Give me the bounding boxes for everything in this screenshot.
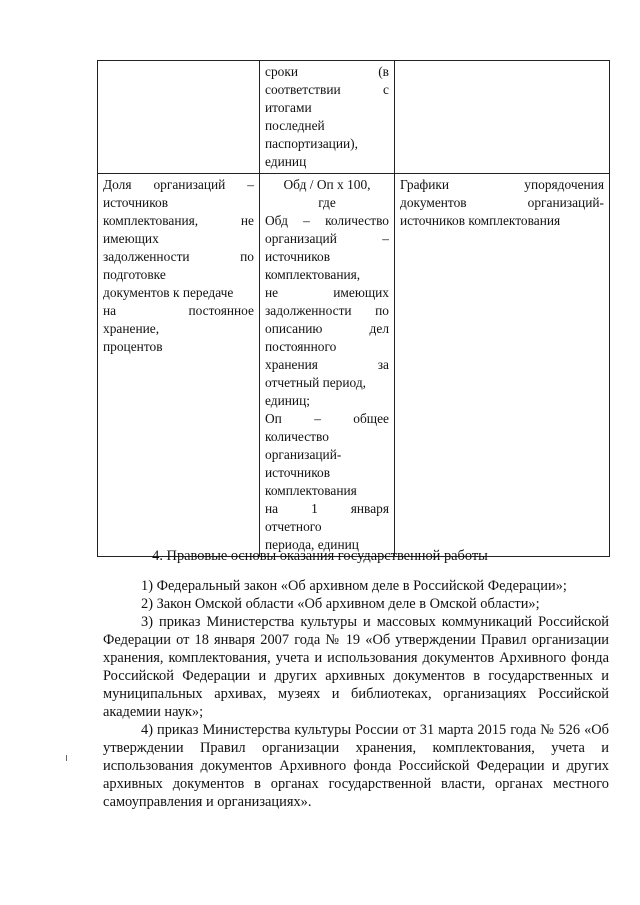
formula-cell	[260, 174, 395, 557]
cell-line: паспортизации),	[265, 136, 358, 151]
formula: Обд / Оп х 100,	[283, 177, 371, 192]
cell-line: не имеющих	[265, 285, 389, 300]
table-row	[98, 174, 610, 557]
list-item: 4) приказ Министерства культуры России от 31 марта 2015 года № 526 «Об утверждении Правил организации хранения, комплектования, учета и использования документов Архивного фонда Российской Федерации и других архивных документов в органах государственной власти, органах местного самоуправления и организациях».	[103, 722, 609, 810]
table-row	[98, 61, 610, 174]
formula-where: где	[318, 195, 336, 210]
table-cell	[395, 61, 610, 174]
cell-line: Доля организаций –	[103, 177, 254, 192]
table-cell	[98, 61, 260, 174]
cell-line: хранение,	[103, 321, 160, 336]
legal-basis-list	[103, 577, 609, 811]
cell-line: документов к передаче	[103, 285, 234, 300]
cell-line: организаций –	[265, 231, 389, 246]
source-cell	[395, 174, 610, 557]
section-heading: 4. Правовые основы оказания государственной работы	[152, 548, 488, 564]
cell-line: отчетного	[265, 519, 322, 534]
cell-line: источников комплектования	[400, 213, 561, 228]
cell-line: задолженности по	[265, 303, 389, 318]
cell-line: источников	[103, 195, 169, 210]
cell-line: сроки (в	[265, 64, 389, 79]
indicator-name-cell	[98, 174, 260, 557]
cell-line: источников	[265, 249, 331, 264]
cell-line: отчетный период,	[265, 375, 367, 390]
cell-line: комплектования, не	[103, 213, 254, 228]
cell-line: процентов	[103, 339, 163, 354]
cell-line: комплектования,	[265, 267, 361, 282]
cell-line: количество	[265, 429, 329, 444]
list-item: 2) Закон Омской области «Об архивном деле в Омской области»;	[141, 596, 540, 612]
cell-line: организаций-	[265, 447, 342, 462]
cell-line: Оп – общее	[265, 411, 389, 426]
cell-line: хранения за	[265, 357, 389, 372]
cell-line: на 1 января	[265, 501, 389, 516]
cell-line: комплектования	[265, 483, 357, 498]
cell-line: задолженности по	[103, 249, 254, 264]
cell-line: итогами	[265, 100, 312, 115]
indicators-table	[97, 60, 610, 557]
cell-line: единиц;	[265, 393, 310, 408]
cell-line: имеющих	[103, 231, 159, 246]
list-item: 1) Федеральный закон «Об архивном деле в Российской Федерации»;	[141, 578, 567, 594]
cell-line: соответствии с	[265, 82, 389, 97]
cell-line: на постоянное	[103, 303, 254, 318]
cell-line: постоянного	[265, 339, 337, 354]
cell-line: последней	[265, 118, 325, 133]
cell-line: описанию дел	[265, 321, 389, 336]
cell-line: документов организаций-	[400, 195, 604, 210]
cell-line: Обд – количество	[265, 213, 389, 228]
cell-line: Графики упорядочения	[400, 177, 604, 192]
table-cell	[260, 61, 395, 174]
cell-line: подготовке	[103, 267, 166, 282]
cell-line: периода, единиц	[265, 537, 359, 552]
list-item: 3) приказ Министерства культуры и массовых коммуникаций Российской Федерации от 18 января 2007 года № 19 «Об утверждении Правил организации хранения, комплектования, учета и использования документов Архивного фонда Российской Федерации и других архивных документов в государственных и муниципальных архивах, музеях и библиотеках, организациях Российской академии наук»;	[103, 614, 609, 720]
cell-line: единиц	[265, 154, 307, 169]
cell-line: источников	[265, 465, 331, 480]
scan-mark	[66, 755, 67, 761]
